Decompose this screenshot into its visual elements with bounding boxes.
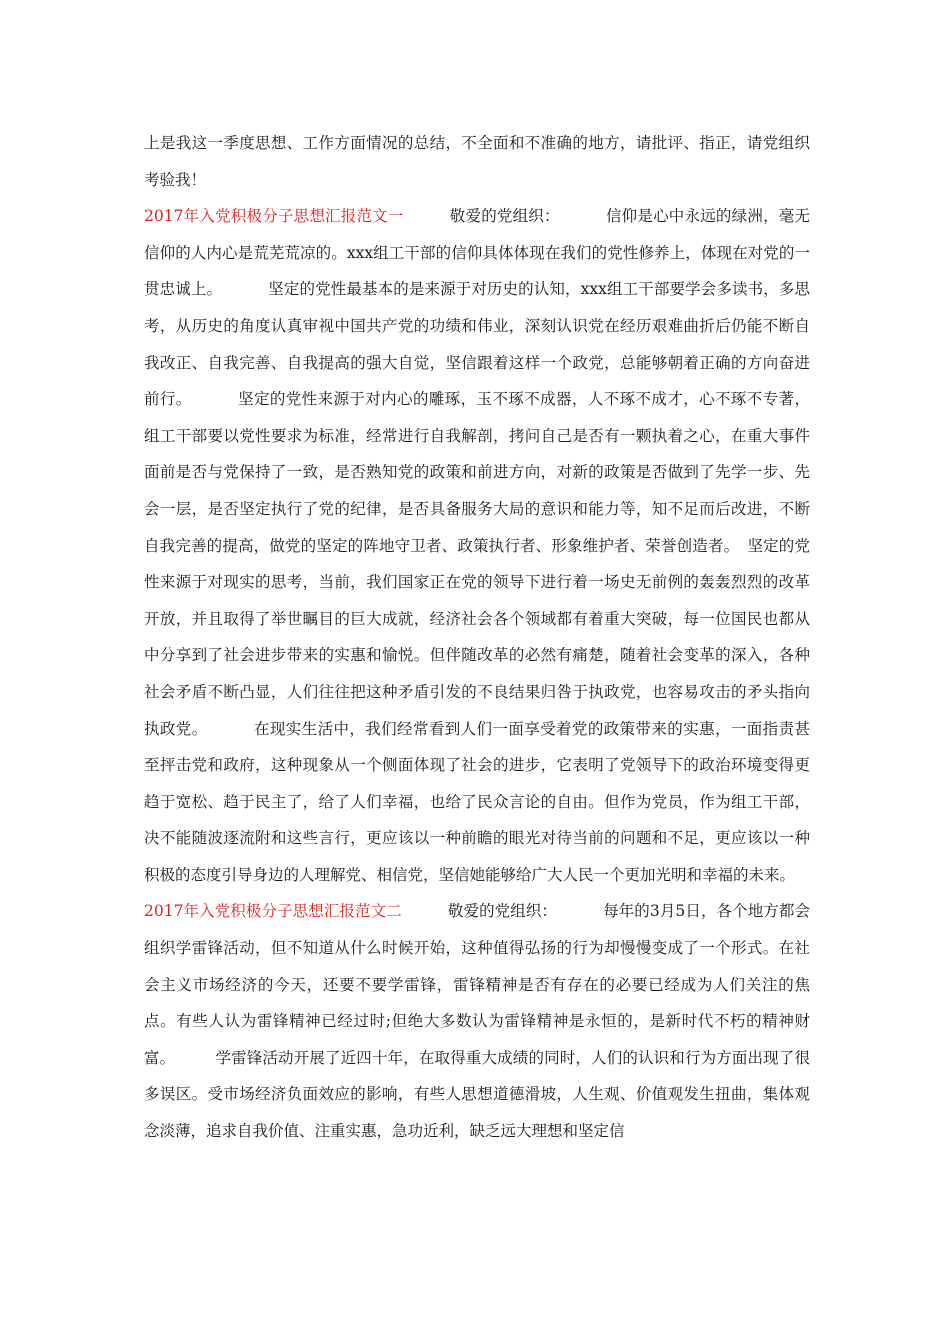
intro-paragraph: 上是我这一季度思想、工作方面情况的总结，不全面和不准确的地方，请批评、指正，请党组织考验我！ [144,134,810,189]
section-1 [144,198,810,893]
section-1-heading: 2017年入党积极分子思想汇报范文一 [144,207,404,226]
section-2 [144,893,810,1149]
section-2-paragraph-2: 学雷锋活动开展了近四十年，在取得重大成绩的同时，人们的认识和行为方面出现了很多误区。受市场经济负面效应的影响，有些人思想道德滑坡，人生观、价值观发生扭曲，集体观念淡薄，追求自我价值、注重实惠，急功近利，缺乏远大理想和坚定信 [144,1048,810,1141]
section-2-heading: 2017年入党积极分子思想汇报范文二 [144,902,402,921]
section-1-paragraph-4: 坚定的党性来源于对现实的思考，当前，我们国家正在党的领导下进行着一场史无前例的轰轰烈烈的改革开放，并且取得了举世瞩目的巨大成就，经济社会各个领域都有着重大突破，每一位国民也都从中分享到了社会进步带来的实惠和愉悦。但伴随改革的必然有痛楚，随着社会变革的深入，各种社会矛盾不断凸显，人们往往把这种矛盾引发的不良结果归咎于执政党，也容易攻击的矛头指向执政党。 [144,536,810,738]
section-1-paragraph-1: 信仰是心中永远的绿洲，毫无信仰的人内心是荒芜荒凉的。xxx组工干部的信仰具体体现在我们的党性修养上，体现在对党的一贯忠诚上。 [144,207,810,299]
section-1-paragraph-5: 在现实生活中，我们经常看到人们一面享受着党的政策带来的实惠，一面指责甚至抨击党和政府，这种现象从一个侧面体现了社会的进步，它表明了党领导下的政治环境变得更趋于宽松、趋于民主了，给了人们幸福，也给了民众言论的自由。但作为党员，作为组工干部，决不能随波逐流附和这些言行，更应该以一种前瞻的眼光对待当前的问题和不足，更应该以一种积极的态度引导身边的人理解党、相信党，坚信她能够给广大人民一个更加光明和幸福的未来。 [144,719,810,884]
section-1-paragraph-2: 坚定的党性最基本的是来源于对历史的认知，xxx组工干部要学会多读书，多思考，从历史的角度认真审视中国共产党的功绩和伟业，深刻认识党在经历艰难曲折后仍能不断自我改正、自我完善、自我提高的强大自觉，坚信跟着这样一个政党，总能够朝着正确的方向奋进前行。 [144,280,810,409]
section-2-salutation: 敬爱的党组织： [447,902,558,921]
section-1-paragraph-3: 坚定的党性来源于对内心的雕琢，玉不琢不成器，人不琢不成才，心不琢不专著，组工干部要以党性要求为标准，经常进行自我解剖，拷问自己是否有一颗执着之心，在重大事件面前是否与党保持了一致，是否熟知党的政策和前进方向，对新的政策是否做到了先学一步、先会一层，是否坚定执行了党的纪律，是否具备服务大局的意识和能力等，知不足而后改进，不断自我完善的提高，做党的坚定的阵地守卫者、政策执行者、形象维护者、荣誉创造者。 [144,390,810,555]
document-body [144,125,810,1150]
section-1-salutation: 敬爱的党组织： [449,207,560,226]
section-2-paragraph-1: 每年的3月5日，各个地方都会组织学雷锋活动，但不知道从什么时候开始，这种值得弘扬的行为却慢慢变成了一个形式。在社会主义市场经济的今天，还要不要学雷锋，雷锋精神是否有存在的必要已经成为人们关注的焦点。有些人认为雷锋精神已经过时;但绝大多数认为雷锋精神是永恒的，是新时代不朽的精神财富。 [144,902,810,1067]
